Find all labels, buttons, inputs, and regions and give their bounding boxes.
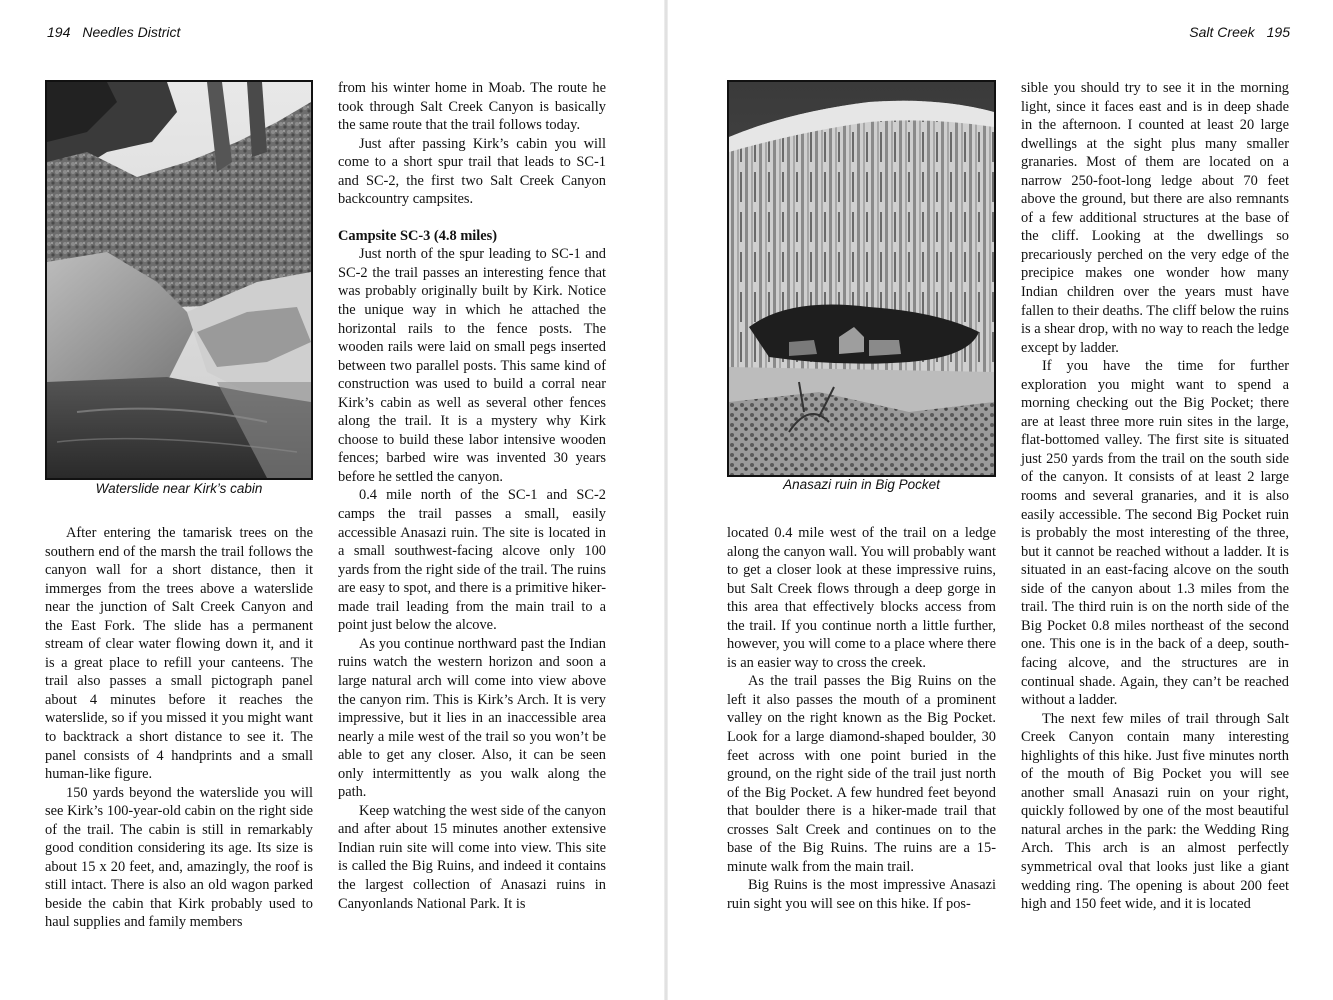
paragraph: Just north of the spur leading to SC-1 and SC-2 the trail passes an interesting fence that was probably originally built by Kirk. Notice the unique way in which he attached the horizontal rails to the fence posts. The wooden rails were laid on small pegs inserted between two parallel posts. This same kind of construction was used to build a corral near Kirk’s cabin as well as several other fences along the trail. It is a mystery why Kirk choose to build these labor intensive wooden fences; barbed wire was invented 30 years before he settled the canyon. [338,246,606,485]
waterslide-caption: Waterslide near Kirk’s cabin [95,481,263,496]
right-page [666,0,1333,1000]
right-section-title: Salt Creek [1189,24,1255,40]
left-page-number: 194 [47,24,71,40]
paragraph: As the trail passes the Big Ruins on the left it also passes the mouth of a prominent valley on the right known as the Big Pocket. Look for a large diamond-shaped boulder, 30 feet across with one point buried in the ground, on the right side of the trail just north of the Big Pocket. A few hundred feet beyond that boulder there is a hiker-made trail that crosses Salt Creek and continues on to the base of the Big Ruins. The ruins are a 15-minute walk from the main trail. [727,673,996,875]
paragraph: Big Ruins is the most impressive Anasazi ruin sight you will see on this hike. If pos- [727,877,996,912]
paragraph: Just after passing Kirk’s cabin you will come to a short spur trail that leads to SC-1 and SC-2, the first two Salt Creek Canyon backcountry campsites. [338,135,606,208]
paragraph: 150 yards beyond the waterslide you will see Kirk’s 100-year-old cabin on the right side of the trail. The cabin is still in remarkably good condition considering its age. Its size is about 15 x 20 feet, and, amazingly, the roof is still intact. There is also an old wagon parked beside the cabin that Kirk probably used to haul supplies and family members [45,784,313,931]
paragraph: sible you should try to see it in the morning light, since it faces east and is in deep shade in the afternoon. I counted at least 20 large dwellings at the sight plus many smaller granaries. Most of them are located on a narrow 250-foot-long ledge about 70 feet above the ground, but there are also remnants of a few additional structures at the base of the cliff. Looking at the dwellings so precariously perched on the very edge of the precipice makes one wonder how many Indian children over the years must have fallen to their deaths. The cliff below the ruins is a shear drop, with no way to reach the ledge except by ladder. [1021,80,1289,356]
anasazi-ruin-image [729,82,994,475]
right-running-head [1189,24,1290,40]
paragraph: Keep watching the west side of the canyon and after about 15 minutes another extensive Indian ruin site will come into view. This site is called the Big Ruins, and indeed it contains the largest collection of Anasazi ruins in Canyonlands National Park. It is [338,802,606,912]
waterslide-photo [45,80,313,480]
left-column-2 [338,79,606,913]
anasazi-ruin-caption: Anasazi ruin in Big Pocket [783,477,940,492]
paragraph: After entering the tamarisk trees on the southern end of the marsh the trail follows the canyon wall for a short distance, then it immerges from the trees above a waterslide near the junction of Salt Creek Canyon and the East Fork. The slide has a permanent stream of clear water flowing down it, and it is a great place to refill your canteens. The trail also passes a small pictograph panel about 4 minutes before it reaches the waterslide, so if you missed it you might want to backtrack a short distance to see it. The panel consists of 4 handprints and a small human-like figure. [45,525,313,783]
left-section-title: Needles District [82,24,181,40]
right-column-1 [727,524,996,913]
right-column-2 [1021,79,1289,914]
left-column-1 [45,524,313,932]
left-running-head [47,24,180,40]
waterslide-image [47,82,311,478]
paragraph: located 0.4 mile west of the trail on a ledge along the canyon wall. You will probably want to get a closer look at these impressive ruins, but Salt Creek flows through a deep gorge in this area that effectively blocks access from the trail. If you continue north a little further, however, you will come to a place where there is an easier way to cross the creek. [727,525,996,671]
paragraph: If you have the time for further exploration you might want to spend a morning checking out the Big Pocket; there are at least three more ruin sites in the large, flat-bottomed valley. The first site is situated just 250 yards from the trail on the south side of the canyon. It consists of at least 2 large rooms and several granaries, and it is also easily accessible. The second Big Pocket ruin is probably the most interesting of the three, but it cannot be reached without a ladder. It is situated in an east-facing alcove on the south side of the canyon about 1.3 miles from the trail. The third ruin is on the north side of the Big Pocket 0.8 miles northeast of the second one. This one is in the back of a deep, south-facing alcove, and the structures are in continual shade. Again, they can’t be reached without a ladder. [1021,358,1289,709]
paragraph: The next few miles of trail through Salt Creek Canyon contain many interesting highlights of this hike. Just five minutes north of the mouth of Big Pocket you will see another small Anasazi ruin on your right, quickly followed by one of the most beautiful natural arches in the park: the Wedding Ring Arch. This arch is an almost perfectly symmetrical oval that looks just like a giant wedding ring. The opening is about 200 feet high and 150 feet wide, and it is located [1021,710,1289,913]
paragraph: 0.4 mile north of the SC-1 and SC-2 camps the trail passes a small, easily accessible Anasazi ruin. The site is located in a small southwest-facing alcove only 100 yards from the right side of the trail. The ruins are easy to spot, and there is a primitive hiker-made trail leading from the main trail to a point just below the alcove. [338,487,606,634]
left-page [0,0,666,1000]
right-page-number: 195 [1266,24,1290,40]
section-heading: Campsite SC-3 (4.8 miles) [338,227,498,244]
anasazi-ruin-photo [727,80,996,477]
paragraph: from his winter home in Moab. The route he took through Salt Creek Canyon is basically the same route that the trail follows today. [338,80,606,134]
paragraph: As you continue northward past the Indian ruins watch the western horizon and soon a large natural arch will come into view above the canyon rim. This is Kirk’s Arch. It is very impressive, but it lies in an inaccessible area nearly a mile west of the trail so you won’t be able to get any closer. Also, it can be seen only intermittently as you walk along the path. [338,635,606,801]
